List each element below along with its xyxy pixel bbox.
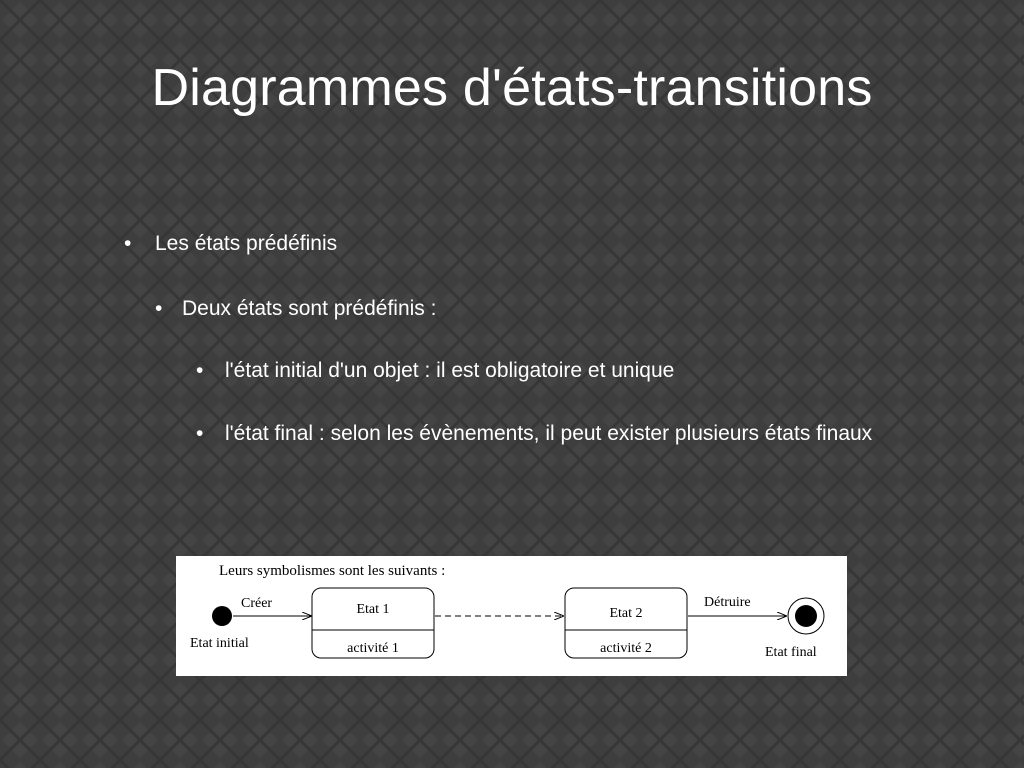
destroy-transition-label: Détruire [704, 595, 751, 610]
state2-name: Etat 2 [609, 606, 643, 621]
bullet-level2 [155, 294, 955, 324]
bullet-dot-icon: • [155, 297, 163, 320]
bullet-dot-icon: • [196, 422, 204, 445]
state-diagram-image [176, 556, 847, 676]
bullet-text: Les états prédéfinis [155, 232, 338, 255]
bullet-text: Deux états sont prédéfinis : [182, 297, 437, 320]
bullet-dot-icon: • [196, 359, 204, 382]
initial-state-label: Etat initial [190, 636, 249, 651]
final-state-icon [795, 605, 817, 627]
bullet-dot-icon: • [124, 232, 132, 255]
state2-activity: activité 2 [600, 641, 652, 656]
diagram-caption: Leurs symbolismes sont les suivants : [219, 563, 446, 579]
bullet-level3-initial [196, 356, 956, 386]
final-state-label: Etat final [765, 645, 817, 660]
bullet-text: l'état final : selon les évènements, il peut exister plusieurs états finaux [225, 422, 873, 445]
state1-name: Etat 1 [356, 602, 390, 617]
slide-title: Diagrammes d'états-transitions [151, 59, 873, 117]
bullet-level3-final [196, 419, 956, 449]
create-transition-label: Créer [241, 596, 273, 611]
bullet-level1 [124, 229, 964, 259]
state1-activity: activité 1 [347, 641, 399, 656]
initial-state-icon [212, 606, 232, 626]
bullet-text: l'état initial d'un objet : il est obligatoire et unique [225, 359, 675, 382]
